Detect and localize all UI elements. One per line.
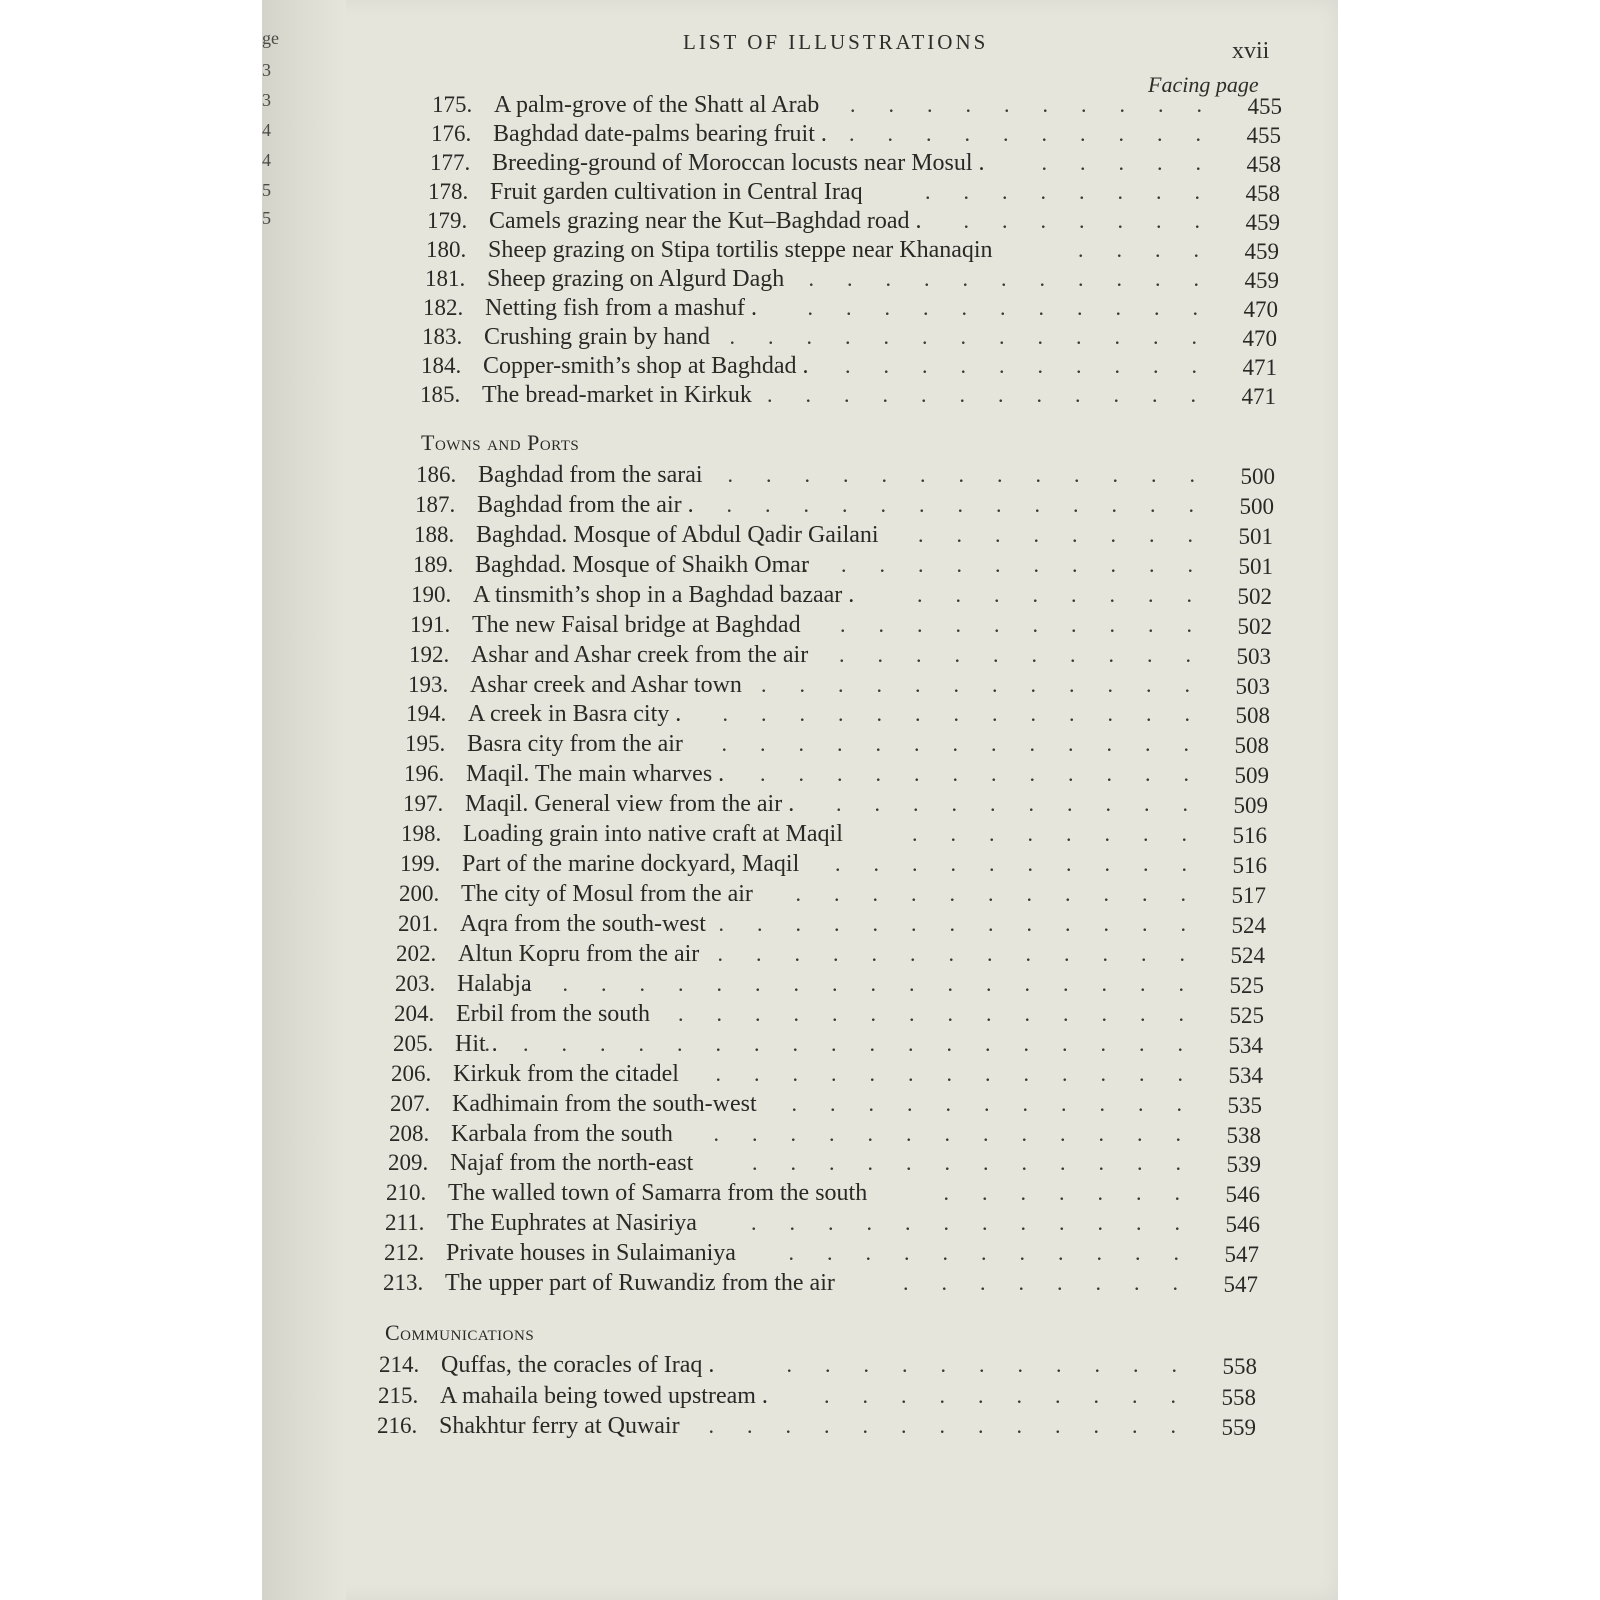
entry-page: 516 [1232,853,1267,878]
illustration-entry [423,295,1278,325]
leader-dots: . . . . . . . . . . . . . [727,462,1195,487]
entry-title: Copper-smith’s shop at Baghdad . [483,353,809,379]
entry-title: Hit . [455,1031,498,1057]
entry-number: 191. [410,612,451,637]
entry-page: 471 [1241,384,1276,409]
entry-number: 203. [395,971,436,996]
illustration-entry [403,791,1268,821]
illustration-entry [388,1150,1261,1180]
entry-title: Baghdad. Mosque of Abdul Qadir Gailani [476,522,879,548]
leader-dots: . . . . . . . . [917,582,1192,607]
entry-page: 538 [1226,1123,1261,1148]
entry-page: 458 [1246,152,1281,177]
leader-dots: . . . . . . . . . . . [795,881,1186,906]
entry-page: 546 [1225,1212,1260,1237]
entry-page: 458 [1245,181,1280,206]
illustration-entry [428,179,1280,209]
entry-page: 508 [1234,733,1269,758]
entry-title: Shakhtur ferry at Quwair [439,1413,680,1439]
entry-page: 509 [1234,763,1269,788]
entry-page: 508 [1235,703,1270,728]
entry-title: Part of the marine dockyard, Maqil [462,851,800,877]
entry-title: Najaf from the north-east [450,1150,694,1176]
entry-number: 188. [414,522,455,547]
entry-page: 502 [1237,614,1272,639]
leader-dots: . . . . . . . . . . . . [767,382,1196,407]
leader-dots: . . . . . . . . [912,821,1187,846]
leader-dots: . . . . . . . . . . [850,92,1202,117]
leader-dots: . . . . . . . . . . . [802,552,1193,577]
entry-title: The walled town of Samarra from the south [448,1180,868,1206]
illustration-entry [396,941,1265,971]
entry-page: 517 [1231,883,1266,908]
entry-number: 206. [391,1061,432,1086]
entry-number: 192. [409,642,450,667]
entry-title: A creek in Basra city . [468,701,682,727]
leader-dots: . . . . . . . . . . [835,851,1187,876]
illustration-entry [421,353,1277,383]
illustration-entry [377,1413,1256,1443]
entry-number: 208. [389,1121,430,1146]
entry-number: 177. [430,150,471,175]
entry-number: 194. [406,701,447,726]
leader-dots: . . . . . . . . . . . . . [713,1121,1181,1146]
leader-dots: . . . . . . . . . . . . . [722,701,1190,726]
entry-title: Aqra from the south-west [460,911,706,937]
leader-dots: . . . . . . . . . . . . . . . . . . [524,971,1184,996]
leader-dots: . . . . . . . . . . . . . [717,941,1185,966]
entry-title: Netting fish from a mashuf . [485,295,757,321]
illustration-entry [389,1121,1261,1151]
leader-dots: . . . . . . . . . . . [786,1352,1177,1377]
entry-page: 535 [1227,1093,1262,1118]
illustration-entry [400,851,1267,881]
entry-title: The city of Mosul from the air [461,881,753,907]
leader-dots: . . . . . . . . . . . . . [708,1413,1176,1438]
entry-page: 503 [1235,674,1270,699]
running-head: LIST OF ILLUSTRATIONS [683,30,989,54]
entry-number: 196. [404,761,445,786]
entry-title: Baghdad from the air . [477,492,694,518]
illustration-entry [425,266,1279,296]
entry-title: Erbil from the south [456,1001,650,1027]
entry-number: 200. [399,881,440,906]
entry-page: 459 [1245,210,1280,235]
leader-dots: . . . . . . . . . . [824,1383,1176,1408]
illustration-entry [431,121,1281,151]
illustration-entry [404,761,1269,791]
entry-title: Crushing grain by hand [484,324,710,350]
entry-number: 207. [390,1091,431,1116]
entry-title: Maqil. The main wharves . [466,761,725,787]
entry-title: Camels grazing near the Kut–Baghdad road . [489,208,922,234]
illustration-entry [410,612,1272,642]
previous-page-fragment: 4 [262,120,271,140]
illustration-entry [415,492,1274,522]
leader-dots: . . . . . . . . [918,522,1193,547]
leader-dots: . . . . . . . . . . . . [760,761,1189,786]
entry-number: 197. [403,791,444,816]
previous-page-fragment: ge [262,28,279,48]
entry-title: The new Faisal bridge at Baghdad [472,612,801,638]
entry-title: Sheep grazing on Stipa tortilis steppe near Khanaqin [488,237,993,263]
entry-page: 524 [1231,913,1266,938]
entry-title: Baghdad. Mosque of Shaikh Omar [475,552,809,578]
illustration-entry [401,821,1267,851]
section-heading: Towns and Ports [421,430,580,455]
entry-title: The Euphrates at Nasiriya [447,1210,697,1236]
entry-number: 201. [398,911,439,936]
previous-page-fragment: 4 [262,150,271,170]
entry-number: 213. [383,1270,424,1295]
entry-page: 500 [1240,464,1275,489]
entry-number: 183. [422,324,463,349]
entry-number: 187. [415,492,456,517]
illustration-entry [398,911,1266,941]
entry-page: 459 [1244,268,1279,293]
entry-number: 184. [421,353,462,378]
leader-dots: . . . . . . . [963,208,1200,233]
leader-dots: . . . . . . . . . . . . [761,672,1190,697]
leader-dots: . . . . . . . [943,1180,1180,1205]
entry-title: Altun Kopru from the air [458,941,700,967]
entry-page: 501 [1238,554,1273,579]
entry-page: 525 [1229,973,1264,998]
entry-page: 509 [1233,793,1268,818]
entry-title: The bread-market in Kirkuk [482,382,752,408]
entry-number: 186. [416,462,457,487]
illustration-entry [432,92,1282,122]
illustration-entry [426,237,1279,267]
entry-page: 546 [1225,1182,1260,1207]
entry-number: 215. [378,1383,419,1408]
leader-dots: . . . . . . . . . . . . . [729,324,1197,349]
entry-title: Quffas, the coracles of Iraq . [441,1352,715,1378]
illustration-entry [430,150,1281,180]
entry-title: A mahaila being towed upstream . [440,1383,768,1409]
entry-number: 180. [426,237,467,262]
page-number: xvii [1232,38,1270,64]
leader-dots: . . . . . . . . . . . . [752,1150,1181,1175]
illustration-entry [420,382,1276,412]
entry-page: 534 [1228,1063,1263,1088]
illustration-entry [395,971,1264,1001]
leader-dots: . . . . . . . . . . . . . . . . . . . [484,1031,1183,1056]
entry-title: Sheep grazing on Algurd Dagh [487,266,785,292]
leader-dots: . . . . . . . . . . . . . [721,731,1189,756]
entry-number: 202. [396,941,437,966]
leader-dots: . . . . . . . . . . . [807,295,1198,320]
entry-number: 176. [431,121,472,146]
entry-page: 470 [1243,297,1278,322]
leader-dots: . . . . . [1041,150,1201,175]
entry-title: Breeding-ground of Moroccan locusts near Mosul . [492,150,985,176]
entry-number: 179. [427,208,468,233]
illustration-entry [409,642,1271,672]
illustration-entry [406,701,1270,731]
entry-page: 539 [1226,1152,1261,1177]
illustration-entry [414,522,1273,552]
entry-number: 199. [400,851,441,876]
entry-number: 209. [388,1150,429,1175]
entry-page: 503 [1236,644,1271,669]
leader-dots: . . . . . . . . . . . . [751,1210,1180,1235]
entry-number: 212. [384,1240,425,1265]
leader-dots: . . . . . . . . [903,1270,1178,1295]
entry-number: 193. [408,672,449,697]
illustration-entry [427,208,1280,238]
entry-page: 547 [1223,1272,1258,1297]
illustration-entry [408,672,1270,702]
leader-dots: . . . . . . . . . . . . . [726,492,1194,517]
leader-dots: . . . . . . . . . . . . . . [678,1001,1184,1026]
entry-number: 195. [405,731,446,756]
entry-title: Kadhimain from the south-west [452,1091,757,1117]
entry-page: 500 [1239,494,1274,519]
illustration-entry [386,1180,1260,1210]
section-heading: Communications [385,1320,535,1345]
entry-title: The upper part of Ruwandiz from the air [445,1270,835,1296]
leader-dots: . . . . . . . . [925,179,1200,204]
entry-page: 455 [1247,94,1282,119]
entry-title: Basra city from the air [467,731,683,757]
leader-dots: . . . . . . . . . . . [791,1091,1182,1116]
leader-dots: . . . . . . . . . . . [788,1240,1179,1265]
entry-title: A palm-grove of the Shatt al Arab [494,92,820,118]
illustration-entry [391,1061,1263,1091]
leader-dots: . . . . . . . . . . [845,353,1197,378]
leader-dots: . . . . . . . . . . [840,612,1192,637]
entry-page: 534 [1228,1033,1263,1058]
entry-page: 558 [1221,1385,1256,1410]
page-gutter [262,0,346,1600]
entry-title: Ashar creek and Ashar town [470,672,742,698]
illustration-entry [399,881,1266,911]
previous-page-fragment: 3 [262,90,271,110]
entry-number: 210. [386,1180,427,1205]
entry-page: 524 [1230,943,1265,968]
illustration-entry [383,1270,1258,1300]
entry-number: 204. [394,1001,435,1026]
entry-title: Halabja [457,971,532,997]
entry-page: 470 [1242,326,1277,351]
entry-page: 471 [1242,355,1277,380]
entry-page: 558 [1222,1354,1257,1379]
entry-title: Baghdad date-palms bearing fruit . [493,121,827,147]
illustration-entry [416,462,1275,492]
leader-dots: . . . . [1078,237,1199,262]
entry-title: Karbala from the south [451,1121,673,1147]
entry-title: Fruit garden cultivation in Central Iraq [490,179,863,205]
entry-title: Private houses in Sulaimaniya [446,1240,736,1266]
entry-number: 198. [401,821,442,846]
entry-number: 189. [413,552,454,577]
entry-page: 455 [1246,123,1281,148]
illustration-entry [411,582,1272,612]
leader-dots: . . . . . . . . . . [839,642,1191,667]
entry-page: 559 [1221,1415,1256,1440]
illustration-entry [422,324,1277,354]
facing-page-label: Facing page [1148,72,1259,97]
entry-title: Maqil. General view from the air . [465,791,795,817]
illustration-entry [413,552,1273,582]
entry-page: 547 [1224,1242,1259,1267]
entry-page: 525 [1229,1003,1264,1028]
illustration-entry [405,731,1269,761]
illustration-entry [378,1383,1256,1413]
entry-number: 185. [420,382,461,407]
illustration-entry [394,1001,1264,1031]
entry-title: Kirkuk from the citadel [453,1061,679,1087]
entry-title: Baghdad from the sarai [478,462,703,488]
entry-number: 211. [385,1210,425,1235]
entry-number: 190. [411,582,452,607]
entry-number: 175. [432,92,473,117]
entry-title: Ashar and Ashar creek from the air [471,642,809,668]
previous-page-fragment: 5 [262,180,271,200]
leader-dots: . . . . . . . . . . [836,791,1188,816]
entry-number: 178. [428,179,469,204]
leader-dots: . . . . . . . . . . [849,121,1201,146]
illustration-entry [393,1031,1263,1061]
entry-page: 501 [1238,524,1273,549]
entry-number: 214. [379,1352,420,1377]
leader-dots: . . . . . . . . . . . . . [718,911,1186,936]
leader-dots: . . . . . . . . . . . [808,266,1199,291]
illustration-entry [385,1210,1260,1240]
entry-page: 516 [1232,823,1267,848]
previous-page-fragments [262,0,292,240]
entry-page: 502 [1237,584,1272,609]
entry-title: Loading grain into native craft at Maqil [463,821,843,847]
entry-number: 181. [425,266,466,291]
entry-number: 216. [377,1413,418,1438]
illustration-entry [379,1352,1257,1382]
illustration-entry [384,1240,1259,1270]
entry-title: A tinsmith’s shop in a Baghdad bazaar . [473,582,855,608]
illustration-entry [390,1091,1262,1121]
leader-dots: . . . . . . . . . . . . . [715,1061,1183,1086]
previous-page-fragment: 3 [262,60,271,80]
entry-page: 459 [1244,239,1279,264]
entry-number: 182. [423,295,464,320]
previous-page-fragment: 5 [262,208,271,228]
entry-number: 205. [393,1031,434,1056]
